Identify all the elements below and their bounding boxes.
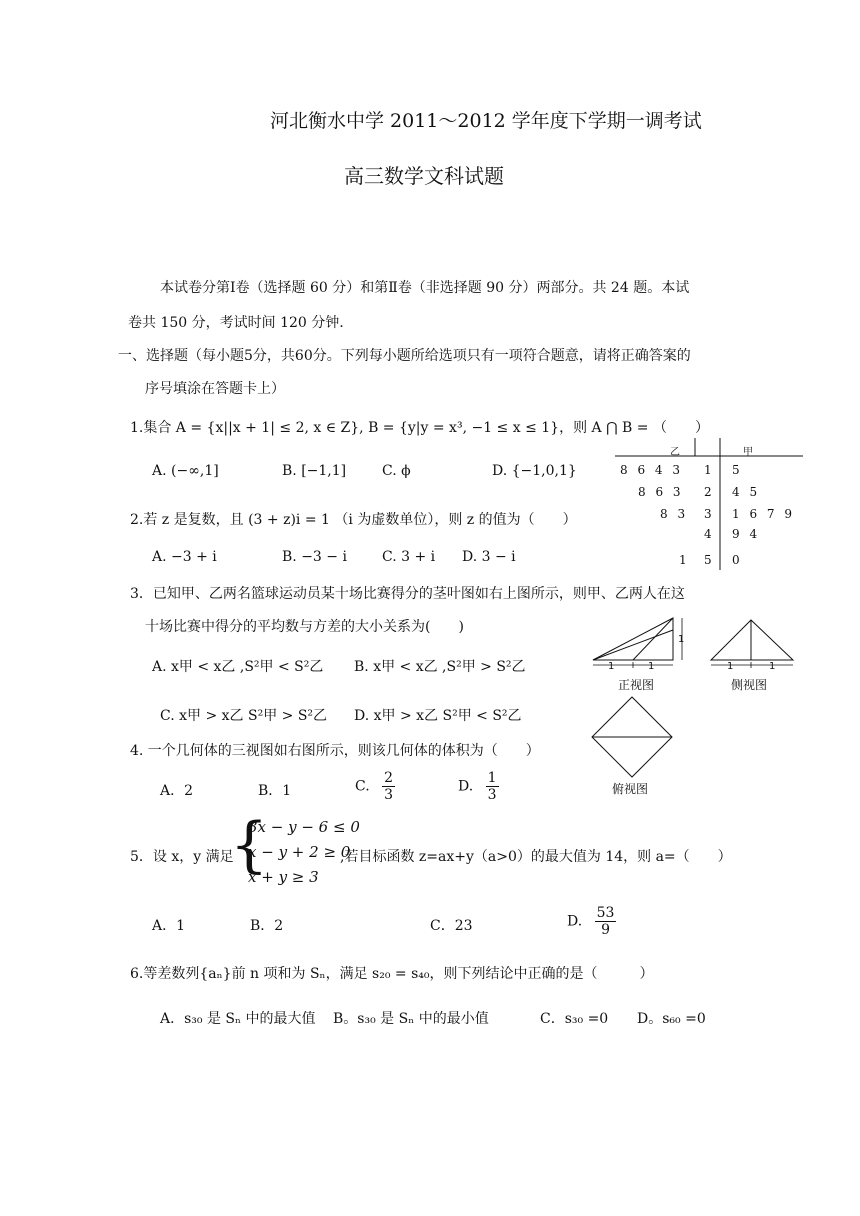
q1-option-a: A. (−∞,1] <box>152 463 219 479</box>
q4-option-d-fraction <box>486 770 499 803</box>
stem: 5 <box>704 553 712 567</box>
front-view <box>590 615 690 695</box>
q4-d-denominator: 3 <box>487 787 497 803</box>
leaves-left: 8 6 3 <box>638 485 681 499</box>
constraint-3: x + y ≥ 3 <box>248 868 319 886</box>
intro-line-1: 本试卷分第Ⅰ卷（选择题 60 分）和第Ⅱ卷（非选择题 90 分）两部分。共 24 题。本试 <box>160 280 690 296</box>
question-6: 6.等差数列{aₙ}前 n 项和为 Sₙ，满足 s₂₀ = s₄₀，则下列结论中正确的是（ ） <box>130 966 654 982</box>
front-dim-left: 1 <box>608 661 615 672</box>
leaves-right: 4 5 <box>732 485 758 499</box>
front-view-drawing <box>590 615 690 675</box>
question-5-prefix: 5．设 x，y 满足 <box>130 849 234 865</box>
q6-option-a: A．s₃₀ 是 Sₙ 中的最大值 <box>160 1011 316 1027</box>
q5-d-numerator: 53 <box>596 905 615 921</box>
q4-option-d-label: D. <box>458 778 474 795</box>
stem-leaf-lines <box>615 438 805 570</box>
stem-leaf-plot <box>615 438 805 570</box>
side-view-drawing <box>707 615 802 675</box>
exam-subtitle: 高三数学文科试题 <box>344 164 504 188</box>
top-view-drawing <box>590 695 675 780</box>
constraint-1: 3x − y − 6 ≤ 0 <box>248 818 360 836</box>
exam-title: 河北衡水中学 2011～2012 学年度下学期一调考试 <box>270 110 702 132</box>
q4-option-c <box>355 770 395 803</box>
question-3-line-1: 3．已知甲、乙两名篮球运动员某十场比赛得分的茎叶图如右上图所示，则甲、乙两人在这 <box>130 586 685 602</box>
q6-option-d: D。s₆₀ =0 <box>637 1011 706 1027</box>
stem: 2 <box>704 485 712 499</box>
leaves-right: 0 <box>732 553 740 567</box>
constraint-2: x − y + 2 ≥ 0 <box>248 843 351 861</box>
q3-option-d: D. x甲 > x乙 S²甲 < S²乙 <box>354 708 522 724</box>
question-2: 2.若 z 是复数，且 (3 + z)i = 1 （i 为虚数单位），则 z 的值为（ ） <box>130 512 577 528</box>
q3-option-a: A. x甲 < x乙 ,S²甲 < S²乙 <box>152 659 324 675</box>
q2-option-d: D. 3 − i <box>462 549 516 565</box>
leaves-right: 9 4 <box>732 527 758 541</box>
q4-c-numerator: 2 <box>384 770 394 786</box>
leaves-right: 5 <box>732 463 740 477</box>
top-view <box>590 695 675 800</box>
q2-option-b: B. −3 − i <box>282 549 347 565</box>
section-heading-line-2: 序号填涂在答题卡上） <box>145 381 285 397</box>
q4-option-d <box>458 770 499 803</box>
q1-option-d: D. {−1,0,1} <box>492 463 577 479</box>
front-dim-height: 1 <box>678 634 685 645</box>
q5-option-c: C．23 <box>430 918 473 934</box>
side-dim-left: 1 <box>727 661 734 672</box>
q5-d-denominator: 9 <box>601 922 611 938</box>
question-4: 4. 一个几何体的三视图如右图所示，则该几何体的体积为（ ） <box>130 743 540 759</box>
q4-c-denominator: 3 <box>384 787 394 803</box>
intro-line-2: 卷共 150 分，考试时间 120 分钟. <box>128 315 344 331</box>
leaves-right: 1 6 7 9 <box>732 507 792 521</box>
q4-option-b: B．1 <box>258 783 292 799</box>
leaves-left: 1 <box>679 553 687 567</box>
stem-leaf-header-left: 乙 <box>670 447 680 458</box>
q3-option-c: C. x甲 > x乙 S²甲 > S²乙 <box>160 708 328 724</box>
q2-option-a: A. −3 + i <box>152 549 217 565</box>
front-view-label: 正视图 <box>618 678 655 692</box>
side-dim-right: 1 <box>769 661 776 672</box>
q4-option-a: A．2 <box>160 783 194 799</box>
q5-option-d-fraction <box>595 905 617 938</box>
stem: 4 <box>704 527 712 541</box>
front-dim-right: 1 <box>648 661 655 672</box>
q2-option-c: C. 3 + i <box>382 549 436 565</box>
q5-option-d <box>567 905 616 938</box>
q6-option-c: C．s₃₀ =0 <box>540 1011 609 1027</box>
side-view <box>707 615 802 695</box>
q5-option-d-label: D. <box>567 913 583 930</box>
q6-option-b: B。s₃₀ 是 Sₙ 中的最小值 <box>333 1011 489 1027</box>
question-5-suffix: ,若目标函数 z=ax+y（a>0）的最大值为 14，则 a=（ ） <box>340 849 732 865</box>
q5-option-a: A．1 <box>152 918 186 934</box>
question-1: 1.集合 A = {x||x + 1| ≤ 2, x ∈ Z}, B = {y|y = x³, −1 ≤ x ≤ 1}，则 A ⋂ B = （ ） <box>130 420 709 436</box>
q3-option-b: B. x甲 < x乙 ,S²甲 > S²乙 <box>354 659 526 675</box>
q1-option-c: C. ϕ <box>382 463 411 479</box>
stem-leaf-header-right: 甲 <box>743 447 753 458</box>
q4-option-c-label: C. <box>355 778 370 795</box>
q5-option-b: B．2 <box>250 918 284 934</box>
stem: 3 <box>704 507 712 521</box>
question-3-line-2: 十场比赛中得分的平均数与方差的大小关系为( ) <box>145 619 464 635</box>
stem: 1 <box>704 463 712 477</box>
system-brace: { <box>230 810 269 880</box>
leaves-left: 8 6 4 3 <box>620 463 680 477</box>
q1-option-b: B. [−1,1] <box>282 463 347 479</box>
top-view-label: 俯视图 <box>612 782 649 796</box>
q4-option-c-fraction <box>382 770 395 803</box>
q4-d-numerator: 1 <box>487 770 497 786</box>
leaves-left: 8 3 <box>660 507 686 521</box>
section-heading-line-1: 一、选择题（每小题5分，共60分。下列每小题所给选项只有一项符合题意，请将正确答案的 <box>118 348 691 364</box>
side-view-label: 侧视图 <box>731 678 768 692</box>
